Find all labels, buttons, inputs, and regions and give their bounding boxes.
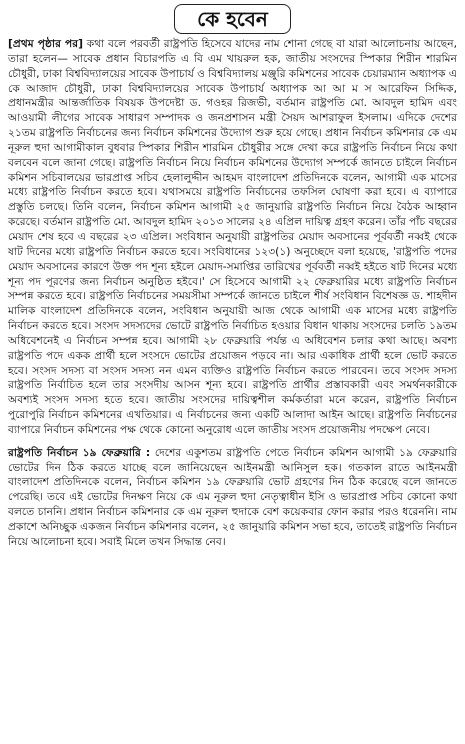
continuation-tag: [প্রথম পৃষ্ঠার পর] (8, 37, 84, 50)
section-2-lead: রাষ্ট্রপতি নির্বাচন ১৯ ফেব্রুয়ারি : (8, 445, 151, 459)
article-paragraph-2 (8, 446, 457, 550)
paragraph-gap (8, 438, 457, 439)
article-body (8, 37, 457, 550)
paragraph-1-text: কথা বলে পরবর্তী রাষ্ট্রপতি হিসেবে যাদের নাম শোনা গেছে বা যারা আলোচনায় আছেন, তারা হলেন— সাবেক প্রধান বিচারপতি এ বি এম খায়রুল হক, জাতীয় সংসদের স্পিকার শিরীন শারমিন চৌধুরী, ঢাকা বিশ্ববিদ্যালয়ের সাবেক উপাচার্য ও বিশ্ববিদ্যালয় মঞ্জুরি কমিশনের সাবেক চেয়ারম্যান অধ্যাপক এ কে আজাদ চৌধুরী, ঢাকা বিশ্ববিদ্যালয়ের সাবেক উপাচার্য অধ্যাপক আ আ ম স আরেফিন সিদ্দিক, প্রধানমন্ত্রীর আন্তর্জাতিক বিষয়ক উপদেষ্টা ড. গওহর রিজভী, বর্তমান রাষ্ট্রপতি মো. আবদুল হামিদ এবং আওয়ামী লীগের সাবেক সাধারণ সম্পাদক ও জনপ্রশাসন মন্ত্রী সৈয়দ আশরাফুল ইসলাম। এদিকে দেশের ২১তম রাষ্ট্রপতি নির্বাচনের জন্য নির্বাচন কমিশনের উদ্যোগ শুরু হয়ে গেছে। প্রধান নির্বাচন কমিশনার কে এম নূরুল হুদা আগামীকাল বুধবার স্পিকার শিরীন শারমিন চৌধুরীর সঙ্গে দেখা করে রাষ্ট্রপতি নির্বাচন নিয়ে কথা বলবেন বলে জানা গেছে। রাষ্ট্রপতি নির্বাচন নিয়ে নির্বাচন কমিশনের উদ্যোগ সম্পর্কে জানতে চাইলে নির্বাচন কমিশন সচিবালয়ের ভারপ্রাপ্ত সচিব হেলালুদ্দীন আহমদ বাংলাদেশ প্রতিদিনকে বলেন, আগামী এক মাসের মধ্যে রাষ্ট্রপতি নির্বাচন করতে হবে। যথাসময়ে রাষ্ট্রপতি নির্বাচনের তফসিল ঘোষণা করা হবে। এ ব্যাপারে প্রস্তুতি চলছে। তিনি বলেন, নির্বাচন কমিশন আগামী ২৫ জানুয়ারি রাষ্ট্রপতি নির্বাচন নিয়ে বৈঠক আহ্বান করেছে। বর্তমান রাষ্ট্রপতি মো. আবদুল হামিদ ২০১৩ সালের ২৪ এপ্রিল দায়িত্ব গ্রহণ করেন। তাঁর পাঁচ বছরের মেয়াদ শেষ হবে এ বছরের ২৩ এপ্রিল। সংবিধান অনুযায়ী রাষ্ট্রপতির মেয়াদ অবসানের পূর্ববর্তী নব্বই থেকে ষাট দিনের মধ্যে রাষ্ট্রপতি নির্বাচন করতে হবে। সংবিধানের ১২৩(১) অনুচ্ছেদে বলা হয়েছে, 'রাষ্ট্রপতি পদের মেয়াদ অবসানের কারণে উক্ত পদ শূন্য হইলে মেয়াদ-সমাপ্তির তারিখের পূর্ববর্তী নব্বই হইতে ষাট দিনের মধ্যে শূন্য পদ পূরণের জন্য নির্বাচন অনুষ্ঠিত হইবে।' সে হিসেবে আগামী ২২ ফেব্রুয়ারির মধ্যে রাষ্ট্রপতি নির্বাচন সম্পন্ন করতে হবে। রাষ্ট্রপতি নির্বাচনের সময়সীমা সম্পর্কে জানতে চাইলে শীর্ষ সংবিধান বিশেষজ্ঞ ড. শাহদীন মালিক বাংলাদেশ প্রতিদিনকে বলেন, সংবিধান অনুযায়ী আজ থেকে আগামী এক মাসের মধ্যে রাষ্ট্রপতি নির্বাচন করতে হবে। সংসদ সদস্যদের ভোটে রাষ্ট্রপতি নির্বাচিত হওয়ার বিধান থাকায় সংসদের চলতি ১৯তম অধিবেশনেই এ নির্বাচন সম্পন্ন হবে। আগামী ২৮ ফেব্রুয়ারি পর্যন্ত এ অধিবেশন চলার কথা আছে। অবশ্য রাষ্ট্রপতি পদে একক প্রার্থী হলে সংসদে ভোটের প্রয়োজন পড়বে না। আর একাধিক প্রার্থী হলে ভোট করতে হবে। সংসদ সদস্য বা সংসদ সদস্য নন এমন ব্যক্তিও রাষ্ট্রপতি নির্বাচন করতে পারবেন। তবে সংসদ সদস্য রাষ্ট্রপতি নির্বাচিত হলে তার সংসদীয় আসন শূন্য হবে। রাষ্ট্রপতি প্রার্থীর প্রস্তাবকারী এবং সমর্থনকারীকে অবশ্যই সংসদ সদস্য হতে হবে। জাতীয় সংসদের দায়িত্বশীল কর্মকর্তারা মনে করেন, রাষ্ট্রপতি নির্বাচন পুরোপুরি নির্বাচন কমিশনের এখতিয়ার। এ নির্বাচনের জন্য একটি আলাদা আইন আছে। রাষ্ট্রপতি নির্বাচনের ব্যাপারে নির্বাচন কমিশনের পক্ষ থেকে কোনো অনুরোধ এলে জাতীয় সংসদ প্রয়োজনীয় পদক্ষেপ নেবে। (8, 37, 458, 436)
article-headline: কে হবেন (174, 4, 291, 34)
article-paragraph-1 (8, 37, 457, 438)
headline-bar (8, 4, 457, 34)
paragraph-2-text: দেশের একুশতম রাষ্ট্রপতি পেতে নির্বাচন কমিশন আগামী ১৯ ফেব্রুয়ারি ভোটের দিন ঠিক করতে যাচ্ছে বলে জানিয়েছেন আইনমন্ত্রী আনিসুল হক। গতকাল রাতে আইনমন্ত্রী বাংলাদেশ প্রতিদিনকে বলেন, নির্বাচন কমিশন ১৯ ফেব্রুয়ারি ভোট গ্রহণের দিন ঠিক করেছে বলে জানতে পেরেছি। তবে এই ভোটের দিনক্ষণ নিয়ে কে এম নূরুল হুদা নেতৃত্বাধীন ইসি ও ভারপ্রাপ্ত সচিব কোনো কথা বলতে চাননি। প্রধান নির্বাচন কমিশনার কে এম নূরুল হুদাকে বেশ কয়েকবার ফোন করার পরও ধরেননি। নাম প্রকাশে অনিচ্ছুক একজন নির্বাচন কমিশনার বলেন, ২৫ জানুয়ারি কমিশন সভা হবে, তাতেই রাষ্ট্রপতি নির্বাচন নিয়ে আলোচনা হবে। সবাই মিলে তখন সিদ্ধান্ত নেব। (8, 445, 457, 548)
